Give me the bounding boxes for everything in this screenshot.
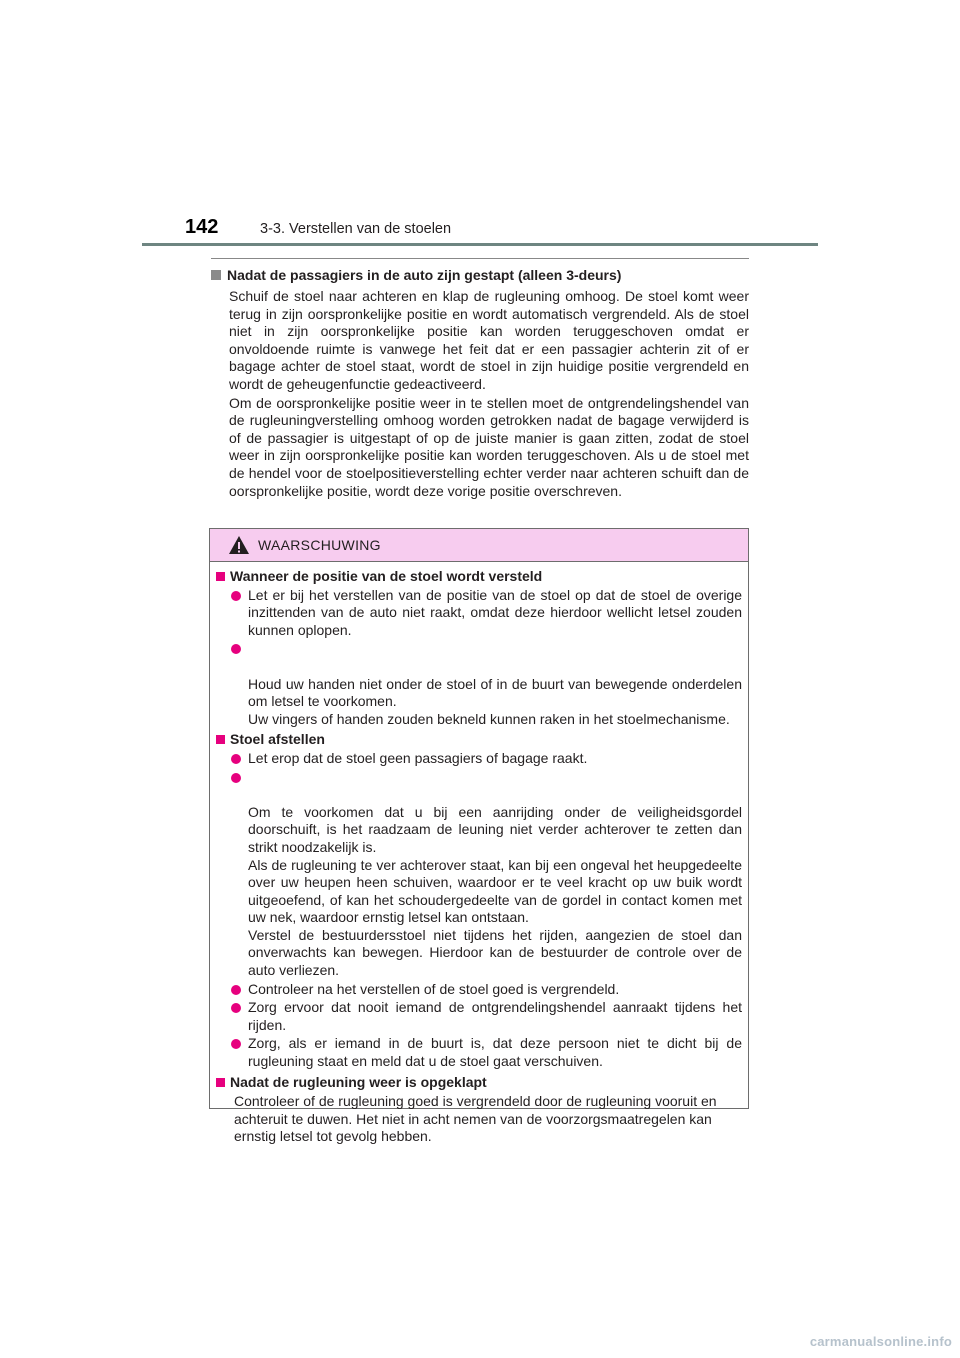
- warning-title: WAARSCHUWING: [258, 537, 381, 553]
- bullet-dot-icon: [231, 1003, 241, 1013]
- warning-paragraph: Controleer of de rugleuning goed is vergrendeld door de rugleuning vooruit en achteruit te duwen. Het niet in acht nemen van de voorzorgsmaatregelen kan ernstig letsel tot gevolg hebben.: [234, 1093, 717, 1145]
- warning-subheading: Nadat de rugleuning weer is opgeklapt: [216, 1074, 742, 1092]
- page-header: [0, 0, 960, 250]
- warning-bullet: Let er bij het verstellen van de positie van de stoel op dat de stoel de overige inzittenden van de auto niet raakt, omdat deze hierdoor wellicht letsel zouden kunnen oplopen.: [216, 587, 742, 640]
- watermark-logo: carmanualsonline.info: [809, 1334, 952, 1349]
- bullet-dot-icon: [231, 644, 241, 654]
- warning-bullet: Om te voorkomen dat u bij een aanrijding onder de veiligheidsgordel doorschuift, is het raadzaam de leuning niet verder achterover te zetten dan strikt noodzakelijk is. Als de rugleuning te ver achterover staat, kan bij een ongeval het heupgedeelte over uw heupen heen schuiven, waardoor er te veel kracht op uw buik wordt uitgeoefend, of kan het schoudergedeelte van de gordel in contact komen met uw nek, waardoor ernstig letsel kan ontstaan. Verstel de bestuurdersstoel niet tijdens het rijden, aangezien de stoel dan onverwachts kan bewegen. Hierdoor kan de bestuurder de controle over de auto verliezen.: [216, 769, 742, 980]
- warning-triangle-icon: [228, 535, 250, 555]
- bullet-dot-icon: [231, 754, 241, 764]
- section-passengers: [211, 258, 749, 500]
- bullet-dot-icon: [231, 1039, 241, 1049]
- square-bullet-icon: [216, 1078, 225, 1087]
- warning-header: [210, 529, 748, 562]
- warning-bullet: Houd uw handen niet onder de stoel of in de buurt van bewegende onderdelen om letsel te voorkomen. Uw vingers of handen zouden bekneld kunnen raken in het stoelmechanisme.: [216, 640, 742, 728]
- warning-bullet: Let erop dat de stoel geen passagiers of bagage raakt.: [216, 750, 742, 768]
- warning-bullet: Zorg, als er iemand in de buurt is, dat deze persoon niet te dicht bij de rugleuning staat en meld dat u de stoel gaat verschuiven.: [216, 1035, 742, 1070]
- section-paragraph: Schuif de stoel naar achteren en klap de rugleuning omhoog. De stoel komt weer terug in zijn oorspronkelijke positie en wordt automatisch vergrendeld. Als de stoel niet in zijn oorspronkelijke positie kan worden teruggeschoven omdat er onvoldoende ruimte is vanwege het feit dat er een passagier achterin zit of er bagage achter de stoel staat, wordt de stoel in zijn huidige positie vergrendeld en wordt de geheugenfunctie gedeactiveerd.: [229, 288, 749, 392]
- section-heading: Nadat de passagiers in de auto zijn gestapt (alleen 3-deurs): [211, 267, 749, 284]
- section-paragraph: Om de oorspronkelijke positie weer in te stellen moet de ontgrendelingshendel van de rugleuningverstelling omhoog worden getrokken nadat de bagage verwijderd is of de passagier is uitgestapt of op de juiste manier is gaan zitten, zodat de stoel weer in zijn oorspronkelijke positie kan worden teruggeschoven. Als u de stoel met de hendel voor de stoelpositieverstelling echter verder naar achteren schuift dan de oorspronkelijke positie, wordt deze vorige positie overschreven.: [229, 394, 749, 499]
- bullet-dot-icon: [231, 591, 241, 601]
- square-bullet-icon: [216, 735, 225, 744]
- bullet-dot-icon: [231, 773, 241, 783]
- warning-subheading: Wanneer de positie van de stoel wordt versteld: [216, 568, 742, 586]
- square-bullet-icon: [211, 270, 221, 280]
- square-bullet-icon: [216, 572, 225, 581]
- section-divider: [211, 258, 749, 259]
- warning-bullet: Controleer na het verstellen of de stoel goed is vergrendeld.: [216, 981, 742, 999]
- header-divider: [142, 243, 818, 246]
- warning-bullet: Zorg ervoor dat nooit iemand de ontgrendelingshendel aanraakt tijdens het rijden.: [216, 999, 742, 1034]
- page-number: 142: [185, 216, 219, 238]
- section-title: 3-3. Verstellen van de stoelen: [260, 221, 452, 237]
- warning-box: [209, 528, 749, 1145]
- warning-body: [210, 562, 748, 1146]
- bullet-dot-icon: [231, 985, 241, 995]
- warning-subheading: Stoel afstellen: [216, 731, 742, 749]
